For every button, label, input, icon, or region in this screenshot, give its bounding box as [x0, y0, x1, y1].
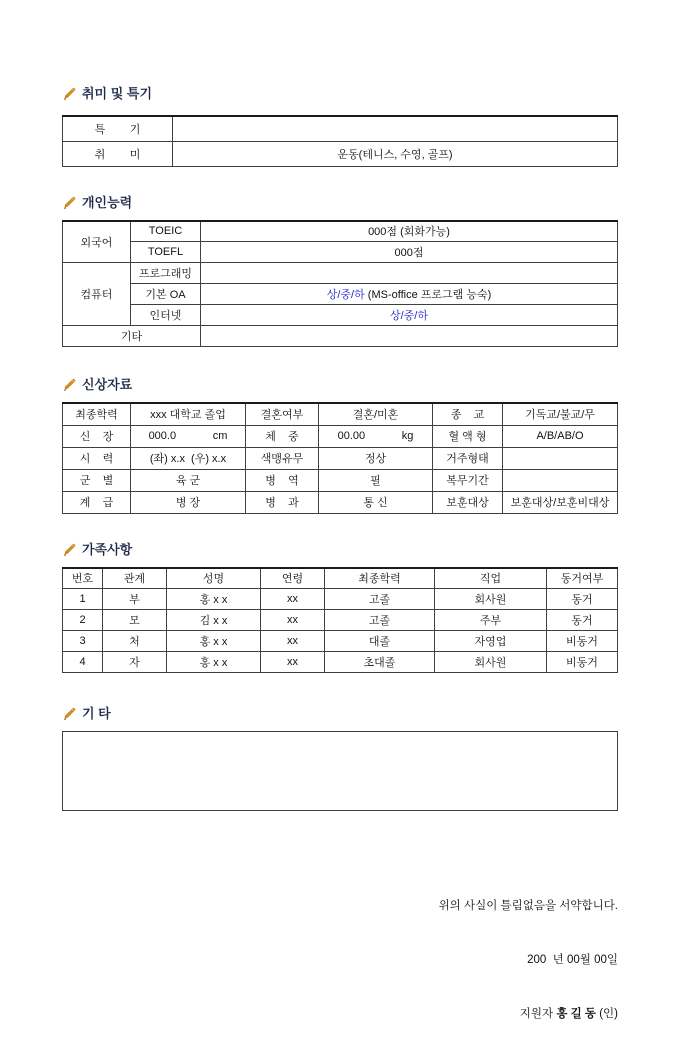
- row-label: 계 급: [63, 491, 131, 513]
- column-header: 번호: [63, 568, 103, 589]
- row-value: 보훈대상/보훈비대상: [503, 491, 618, 513]
- level-value: 상/중/하: [326, 289, 365, 301]
- cell: 주부: [435, 610, 547, 631]
- section-title-ability: [62, 195, 618, 211]
- cell: 3: [63, 631, 103, 652]
- pledge-line: 위의 사실이 틀림없음을 서약합니다.: [438, 900, 618, 912]
- pen-icon: [62, 707, 76, 721]
- row-label: 신 장: [63, 425, 131, 447]
- row-label: 특 기: [63, 116, 173, 141]
- table-row: [63, 326, 618, 347]
- cell: 홍 x x: [167, 589, 261, 610]
- table-header-row: [63, 568, 618, 589]
- row-value: 운동(테니스, 수영, 골프): [173, 141, 618, 166]
- row-value: 병 장: [131, 491, 246, 513]
- cell: 모: [103, 610, 167, 631]
- section-title-personal: [62, 377, 618, 393]
- column-header: 성명: [167, 568, 261, 589]
- group-label-etc: 기타: [63, 326, 201, 347]
- row-value: [503, 469, 618, 491]
- pen-icon: [62, 87, 76, 101]
- table-row: [63, 589, 618, 610]
- row-label: 결혼여부: [246, 403, 319, 425]
- table-row: [63, 491, 618, 513]
- personal-table: [62, 402, 618, 514]
- column-header: 직업: [435, 568, 547, 589]
- cell: xx: [261, 610, 325, 631]
- hobby-table: [62, 115, 618, 167]
- cell: 홍 x x: [167, 631, 261, 652]
- row-value: [173, 116, 618, 141]
- row-label: 시 력: [63, 447, 131, 469]
- cell: 동거: [547, 610, 618, 631]
- section-title-text: 개인능력: [82, 194, 133, 210]
- row-value: (좌) x.x (우) x.x: [131, 447, 246, 469]
- row-value: [503, 447, 618, 469]
- column-header: 관계: [103, 568, 167, 589]
- row-value: [201, 305, 618, 326]
- cell: 고졸: [325, 589, 435, 610]
- level-value: 상/중/하: [390, 310, 428, 322]
- group-label-computer: 컴퓨터: [63, 263, 131, 326]
- row-value: [201, 326, 618, 347]
- cell: 자: [103, 652, 167, 673]
- row-label: 병 역: [246, 469, 319, 491]
- cell: 자영업: [435, 631, 547, 652]
- cell: xx: [261, 631, 325, 652]
- cell: 비동거: [547, 652, 618, 673]
- table-row: [63, 610, 618, 631]
- row-label: 인터넷: [131, 305, 201, 326]
- row-label: 취 미: [63, 141, 173, 166]
- row-value: 기독교/불교/무: [503, 403, 618, 425]
- signature-line: [62, 1005, 618, 1023]
- row-value: xxx 대학교 졸업: [131, 403, 246, 425]
- row-value: 00.00 kg: [319, 425, 433, 447]
- table-row: [63, 221, 618, 242]
- table-row: [63, 447, 618, 469]
- table-row: [63, 116, 618, 141]
- column-header: 동거여부: [547, 568, 618, 589]
- etc-empty-box: [62, 731, 618, 811]
- section-title-hobby: [62, 86, 618, 102]
- cell: xx: [261, 652, 325, 673]
- cell: 동거: [547, 589, 618, 610]
- family-table: [62, 567, 618, 674]
- section-title-text: 가족사항: [82, 541, 133, 557]
- column-header: 최종학력: [325, 568, 435, 589]
- table-row: [63, 652, 618, 673]
- row-label: 보훈대상: [433, 491, 503, 513]
- row-label: 프로그래밍: [131, 263, 201, 284]
- table-row: [63, 469, 618, 491]
- group-label-foreign-language: 외국어: [63, 221, 131, 263]
- table-row: [63, 403, 618, 425]
- section-title-text: 취미 및 특기: [82, 86, 153, 101]
- row-value: 정상: [319, 447, 433, 469]
- row-value: 000.0 cm: [131, 425, 246, 447]
- row-label: 혈 액 형: [433, 425, 503, 447]
- cell: 회사원: [435, 589, 547, 610]
- row-label: 종 교: [433, 403, 503, 425]
- seal-suffix: (인): [596, 1008, 618, 1020]
- cell: 김 x x: [167, 610, 261, 631]
- row-label: 병 과: [246, 491, 319, 513]
- cell: 고졸: [325, 610, 435, 631]
- cell: 4: [63, 652, 103, 673]
- row-value: A/B/AB/O: [503, 425, 618, 447]
- date-line: 200 년 00월 00일: [527, 954, 618, 966]
- row-value: 통 신: [319, 491, 433, 513]
- row-value: 000점 (회화가능): [201, 221, 618, 242]
- row-value: 필: [319, 469, 433, 491]
- cell: 초대졸: [325, 652, 435, 673]
- row-label: 체 중: [246, 425, 319, 447]
- table-row: [63, 631, 618, 652]
- section-title-family: [62, 542, 618, 558]
- row-value: [201, 263, 618, 284]
- row-label: 최종학력: [63, 403, 131, 425]
- row-value: 육 군: [131, 469, 246, 491]
- pen-icon: [62, 543, 76, 557]
- pen-icon: [62, 378, 76, 392]
- cell: 홍 x x: [167, 652, 261, 673]
- column-header: 연령: [261, 568, 325, 589]
- row-label: 복무기간: [433, 469, 503, 491]
- applicant-name: 홍 길 동: [556, 1008, 597, 1020]
- table-row: [63, 284, 618, 305]
- row-value: [201, 284, 618, 305]
- row-value: 000점: [201, 242, 618, 263]
- cell: 회사원: [435, 652, 547, 673]
- table-row: [63, 305, 618, 326]
- cell: 2: [63, 610, 103, 631]
- section-title-text: 신상자료: [82, 377, 133, 392]
- row-label: TOEIC: [131, 221, 201, 242]
- row-label: 색맹유무: [246, 447, 319, 469]
- row-label: 군 별: [63, 469, 131, 491]
- row-label: 기본 OA: [131, 284, 201, 305]
- cell: 부: [103, 589, 167, 610]
- cell: 처: [103, 631, 167, 652]
- section-title-etc: [62, 706, 618, 722]
- table-row: [63, 141, 618, 166]
- row-value: 결혼/미혼: [319, 403, 433, 425]
- cell: xx: [261, 589, 325, 610]
- row-label: 거주형태: [433, 447, 503, 469]
- table-row: [63, 263, 618, 284]
- cell: 대졸: [325, 631, 435, 652]
- cell: 비동거: [547, 631, 618, 652]
- table-row: [63, 425, 618, 447]
- pen-icon: [62, 196, 76, 210]
- footer: [62, 861, 618, 1059]
- cell: 1: [63, 589, 103, 610]
- ability-table: [62, 220, 618, 348]
- section-title-text: 기 타: [82, 706, 111, 721]
- row-label: TOEFL: [131, 242, 201, 263]
- applicant-prefix: 지원자: [519, 1008, 557, 1020]
- table-row: [63, 242, 618, 263]
- level-note: (MS-office 프로그램 능숙): [364, 289, 492, 301]
